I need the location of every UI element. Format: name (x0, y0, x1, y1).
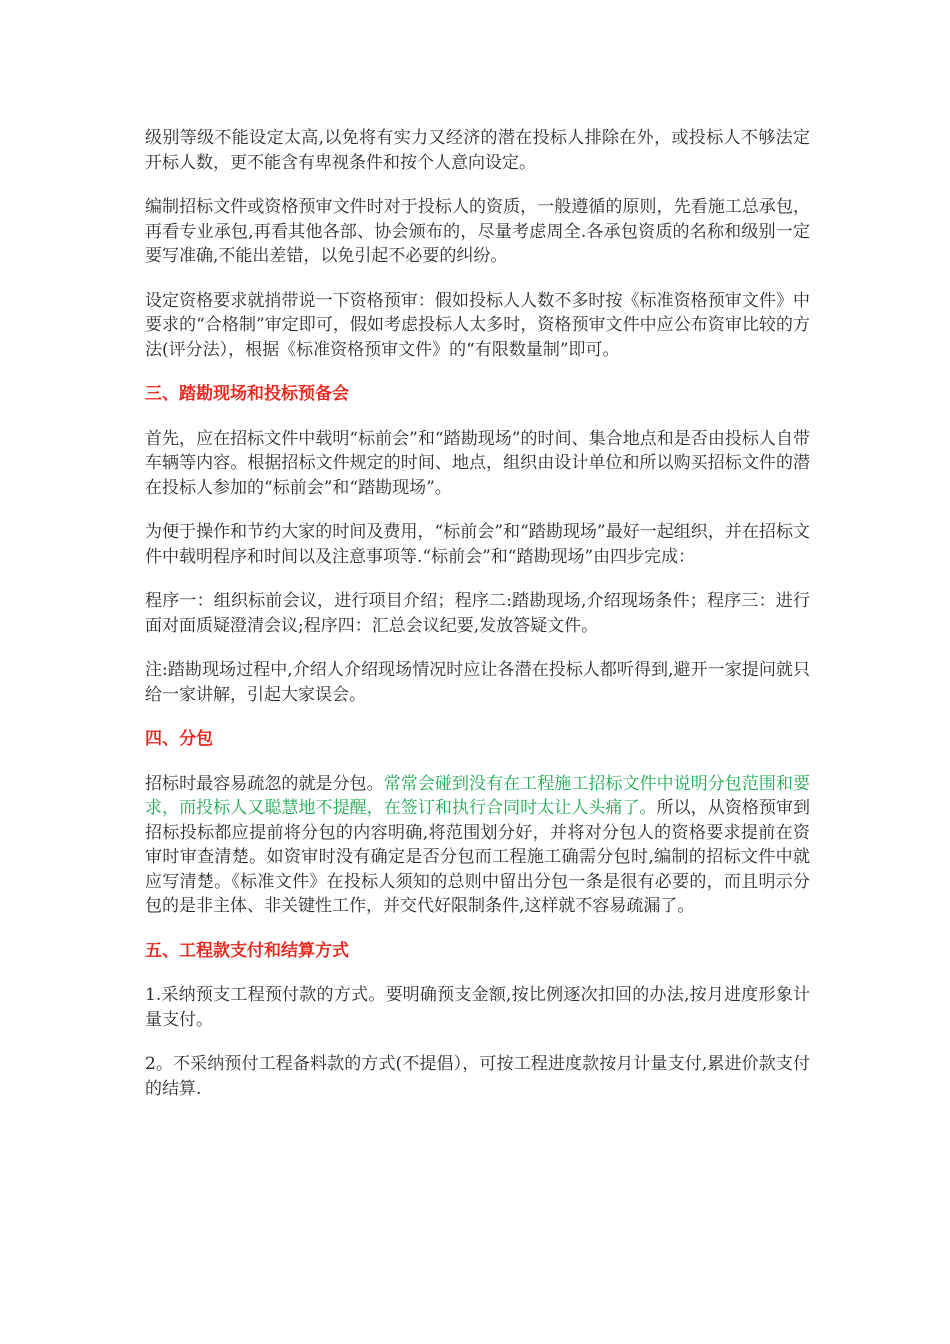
section-heading-site-visit: 三、踏勘现场和投标预备会 (145, 384, 349, 404)
section-heading-payment: 五、工程款支付和结算方式 (145, 940, 349, 961)
paragraph-site-visit-note: 注:踏勘现场过程中,介绍人介绍现场情况时应让各潜在投标人都听得到,避开一家提问就只给一家讲解，引起大家误会。 (145, 660, 810, 705)
paragraph-payment-method-1: 1.采纳预支工程预付款的方式。要明确预支金额,按比例逐次扣回的办法,按月进度形象计量支付。 (145, 985, 810, 1030)
subcontracting-text-start: 招标时最容易疏忽的就是分包。 (145, 773, 384, 794)
paragraph-site-visit-steps: 程序一：组织标前会议，进行项目介绍；程序二:踏勘现场,介绍现场条件；程序三：进行面对面质疑澄清会议;程序四：汇总会议纪要,发放答疑文件。 (145, 591, 810, 636)
paragraph-subcontracting (145, 772, 810, 919)
paragraph-site-visit-combined: 为便于操作和节约大家的时间及费用，“标前会”和“踏勘现场”最好一起组织，并在招标文件中载明程序和时间以及注意事项等.“标前会”和“踏勘现场”由四步完成： (145, 522, 810, 567)
section-heading-subcontracting: 四、分包 (145, 729, 213, 749)
subcontracting-text-rest: 所以，从资格预审到招标投标都应提前将分包的内容明确,将范围划分好，并将对分包人的资格要求提前在资审时审查清楚。如资审时没有确定是否分包而工程施工确需分包时,编制的招标文件中就应写清楚。《标准文件》在投标人须知的总则中留出分包一条是很有必要的，而且明示分包的是非主体、非关键性工作，并交代好限制条件,这样就不容易疏漏了。 (145, 798, 810, 916)
paragraph-prequalification: 设定资格要求就捎带说一下资格预审：假如投标人人数不多时按《标准资格预审文件》中要求的“合格制”审定即可，假如考虑投标人太多时，资格预审文件中应公布资审比较的方法(评分法），根据《标准资格预审文件》的“有限数量制”即可。 (145, 290, 810, 360)
paragraph-qualification-level: 级别等级不能设定太高,以免将有实力又经济的潜在投标人排除在外，或投标人不够法定开标人数，更不能含有卑视条件和按个人意向设定。 (145, 128, 810, 173)
subcontracting-highlighted-text: 常常会碰到没有在工程施工招标文件中说明分包范围和要求，而投标人又聪慧地不提醒，在签订和执行合同时太让人头痛了。 (145, 773, 811, 818)
paragraph-bidder-qualification: 编制招标文件或资格预审文件时对于投标人的资质，一般遵循的原则，先看施工总承包，再看专业承包,再看其他各部、协会颁布的，尽量考虑周全.各承包资质的名称和级别一定要写准确,不能出差错，以免引起不必要的纠纷。 (145, 197, 810, 266)
paragraph-payment-method-2: 2。不采纳预付工程备料款的方式(不提倡），可按工程进度款按月计量支付,累进价款支付的结算. (145, 1054, 810, 1099)
document-page (145, 126, 810, 1121)
paragraph-site-visit-intro: 首先，应在招标文件中载明“标前会”和“踏勘现场”的时间、集合地点和是否由投标人自带车辆等内容。根据招标文件规定的时间、地点，组织由设计单位和所以购买招标文件的潜在投标人参加的“标前会”和“踏勘现场”。 (145, 428, 810, 498)
